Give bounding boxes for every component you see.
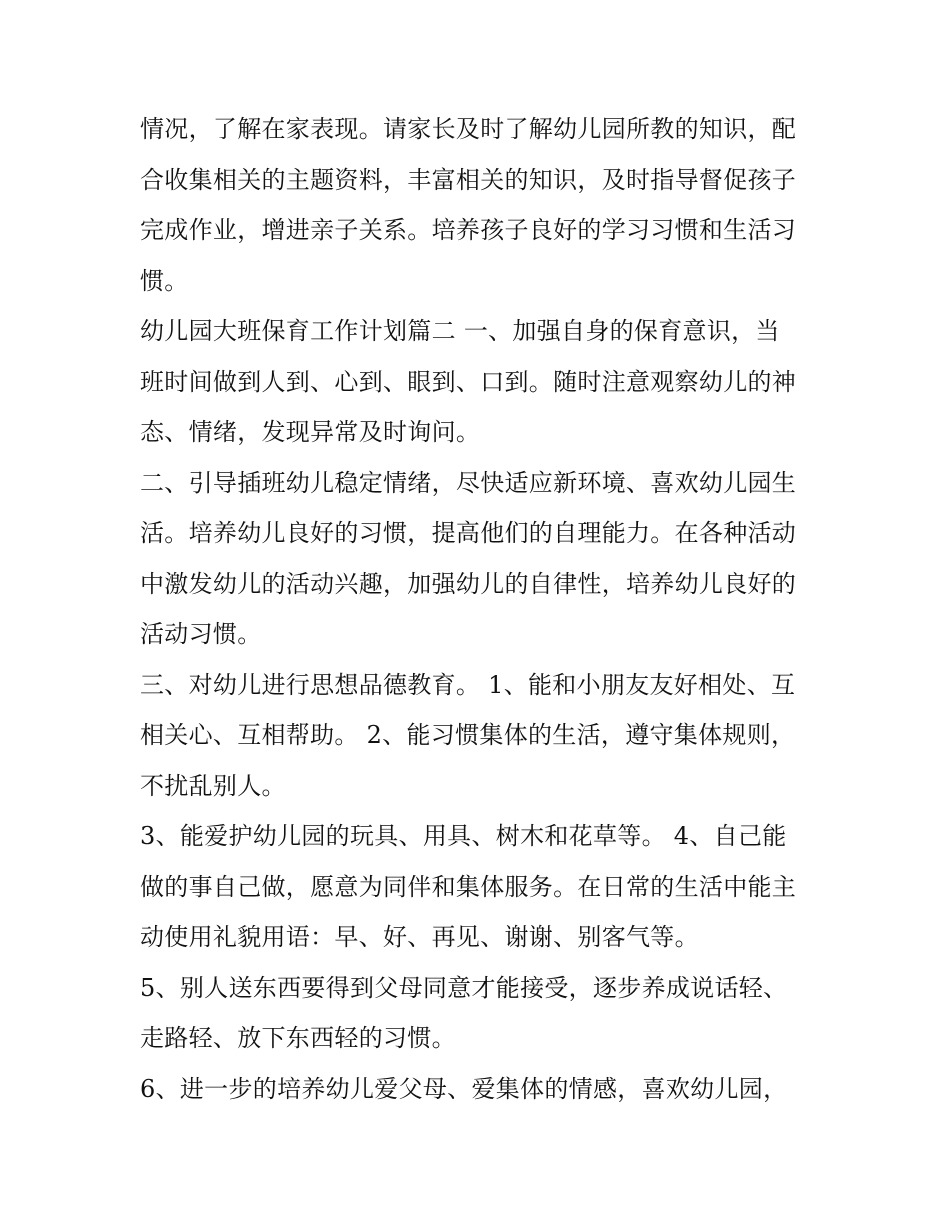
paragraph-5 [140, 811, 820, 963]
text-line: 相关心、互相帮助。 2、能习惯集体的生活，遵守集体规则， [140, 721, 796, 749]
text-line: 3、能爱护幼儿园的玩具、用具、树木和花草等。 4、自己能 [140, 822, 787, 850]
text-line: 中激发幼儿的活动兴趣，加强幼儿的自律性，培养幼儿良好的 [140, 569, 797, 598]
paragraph-2 [140, 306, 820, 458]
text-line: 走路轻、放下东西轻的习惯。 [140, 1024, 456, 1052]
text-line: 动使用礼貌用语：早、好、再见、谢谢、别客气等。 [140, 923, 699, 951]
text-line: 班时间做到人到、心到、眼到、口到。随时注意观察幼儿的神 [140, 367, 797, 396]
text-line: 5、别人送东西要得到父母同意才能接受，逐步养成说话轻、 [140, 973, 788, 1002]
text-line: 完成作业，增进亲子关系。培养孩子良好的学习习惯和生活习 [140, 216, 797, 244]
text-line: 活。培养幼儿良好的习惯，提高他们的自理能力。在各种活动 [140, 519, 797, 547]
text-line: 活动习惯。 [140, 620, 262, 648]
paragraph-4 [140, 660, 820, 812]
paragraph-7 [140, 1064, 820, 1115]
text-line: 二、引导插班幼儿稳定情绪，尽快适应新环境、喜欢幼儿园生 [140, 468, 797, 497]
text-line: 不扰乱别人。 [140, 771, 286, 800]
text-line: 惯。 [140, 266, 189, 295]
text-line: 做的事自己做，愿意为同伴和集体服务。在日常的生活中能主 [140, 872, 797, 901]
text-line: 三、对幼儿进行思想品德教育。 1、能和小朋友友好相处、互 [140, 670, 796, 699]
text-line: 合收集相关的主题资料，丰富相关的知识，及时指导督促孩子 [140, 165, 797, 194]
text-line: 幼儿园大班保育工作计划篇二 一、加强自身的保育意识，当 [140, 317, 780, 345]
paragraph-6 [140, 963, 820, 1064]
paragraph-3 [140, 458, 820, 660]
text-line: 情况，了解在家表现。请家长及时了解幼儿园所教的知识，配 [140, 115, 797, 143]
document-body [140, 104, 820, 1114]
text-line: 态、情绪，发现异常及时询问。 [140, 418, 481, 446]
text-line: 6、进一步的培养幼儿爱父母、爱集体的情感，喜欢幼儿园， [140, 1074, 788, 1103]
paragraph-1 [140, 104, 820, 306]
